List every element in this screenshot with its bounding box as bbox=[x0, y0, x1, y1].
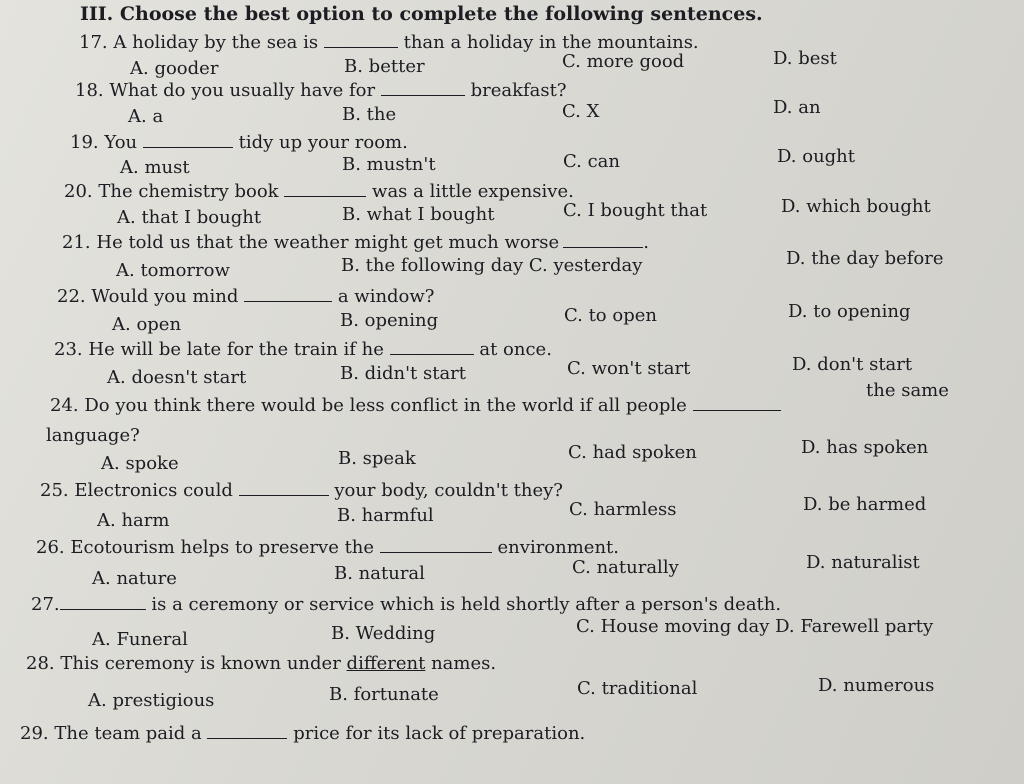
question-22: 22. Would you mind a window? bbox=[57, 286, 435, 307]
option-b[interactable]: B. opening bbox=[340, 310, 439, 331]
question-28: 28. This ceremony is known under different names. bbox=[26, 653, 497, 674]
option-c[interactable]: C. won't start bbox=[567, 358, 691, 379]
option-a[interactable]: A. harm bbox=[97, 510, 170, 531]
option-c[interactable]: C. had spoken bbox=[568, 442, 697, 463]
option-c[interactable]: C. traditional bbox=[577, 678, 698, 699]
option-a[interactable]: A. doesn't start bbox=[107, 367, 247, 388]
question-18: 18. What do you usually have for breakfast? bbox=[75, 80, 567, 101]
question-25: 25. Electronics could your body, couldn't they? bbox=[40, 480, 563, 501]
option-b[interactable]: B. fortunate bbox=[329, 684, 439, 705]
question-24-continuation: language? bbox=[46, 425, 140, 446]
option-a[interactable]: A. prestigious bbox=[88, 690, 215, 711]
option-a[interactable]: A. Funeral bbox=[92, 629, 188, 650]
option-c-d[interactable]: C. House moving day D. Farewell party bbox=[576, 616, 934, 637]
question-24: 24. Do you think there would be less conflict in the world if all people bbox=[50, 395, 781, 416]
option-b[interactable]: B. the bbox=[342, 104, 397, 125]
option-a[interactable]: A. that I bought bbox=[117, 207, 262, 228]
option-b-c[interactable]: B. the following day C. yesterday bbox=[341, 255, 643, 276]
option-b[interactable]: B. better bbox=[344, 56, 425, 77]
answer-blank[interactable] bbox=[390, 340, 474, 355]
option-b[interactable]: B. mustn't bbox=[342, 154, 436, 175]
answer-blank[interactable] bbox=[207, 724, 287, 739]
answer-blank[interactable] bbox=[239, 481, 329, 496]
question-26: 26. Ecotourism helps to preserve the environment. bbox=[36, 537, 620, 558]
answer-blank[interactable] bbox=[380, 538, 492, 553]
option-a[interactable]: A. nature bbox=[92, 568, 177, 589]
option-d[interactable]: D. which bought bbox=[781, 196, 931, 217]
option-a[interactable]: A. gooder bbox=[130, 58, 219, 79]
question-19: 19. You tidy up your room. bbox=[70, 132, 408, 153]
option-d[interactable]: D. has spoken bbox=[801, 437, 929, 458]
answer-blank[interactable] bbox=[284, 182, 366, 197]
answer-blank[interactable] bbox=[563, 233, 643, 248]
option-b[interactable]: B. natural bbox=[334, 563, 425, 584]
answer-blank[interactable] bbox=[381, 81, 465, 96]
option-d[interactable]: D. naturalist bbox=[806, 552, 920, 573]
option-d[interactable]: D. to opening bbox=[788, 301, 911, 322]
question-23: 23. He will be late for the train if he at once. bbox=[54, 339, 552, 360]
option-d[interactable]: D. an bbox=[773, 97, 821, 118]
option-b[interactable]: B. what I bought bbox=[342, 204, 495, 225]
answer-blank[interactable] bbox=[60, 595, 146, 610]
option-d[interactable]: D. be harmed bbox=[803, 494, 927, 515]
option-b[interactable]: B. didn't start bbox=[340, 363, 467, 384]
option-a[interactable]: A. must bbox=[120, 157, 190, 178]
option-a[interactable]: A. open bbox=[112, 314, 182, 335]
question-20: 20. The chemistry book was a little expensive. bbox=[64, 181, 574, 202]
option-c[interactable]: C. naturally bbox=[572, 557, 679, 578]
option-d[interactable]: D. ought bbox=[777, 146, 856, 167]
answer-blank[interactable] bbox=[693, 396, 781, 411]
option-c[interactable]: C. to open bbox=[564, 305, 657, 326]
option-a[interactable]: A. tomorrow bbox=[116, 260, 230, 281]
option-d[interactable]: D. numerous bbox=[818, 675, 935, 696]
option-b[interactable]: B. speak bbox=[338, 448, 416, 469]
question-24-tail: the same bbox=[866, 380, 949, 401]
question-29: 29. The team paid a price for its lack of preparation. bbox=[20, 723, 586, 744]
option-c[interactable]: C. I bought that bbox=[563, 200, 708, 221]
question-17: 17. A holiday by the sea is than a holiday in the mountains. bbox=[79, 32, 699, 53]
option-d[interactable]: D. the day before bbox=[786, 248, 944, 269]
option-c[interactable]: C. X bbox=[562, 101, 600, 122]
option-c[interactable]: C. harmless bbox=[569, 499, 677, 520]
option-a[interactable]: A. spoke bbox=[101, 453, 179, 474]
option-a[interactable]: A. a bbox=[128, 106, 164, 127]
option-c[interactable]: C. can bbox=[563, 151, 620, 172]
underlined-word: different bbox=[346, 653, 426, 674]
option-c[interactable]: C. more good bbox=[562, 51, 685, 72]
question-21: 21. He told us that the weather might get much worse . bbox=[62, 232, 649, 253]
option-b[interactable]: B. harmful bbox=[337, 505, 434, 526]
section-title: III. Choose the best option to complete the following sentences. bbox=[80, 3, 763, 25]
option-d[interactable]: D. don't start bbox=[792, 354, 913, 375]
answer-blank[interactable] bbox=[244, 287, 332, 302]
answer-blank[interactable] bbox=[324, 33, 398, 48]
option-b[interactable]: B. Wedding bbox=[331, 623, 436, 644]
option-d[interactable]: D. best bbox=[773, 48, 837, 69]
answer-blank[interactable] bbox=[143, 133, 233, 148]
question-27: 27. is a ceremony or service which is held shortly after a person's death. bbox=[31, 594, 782, 615]
